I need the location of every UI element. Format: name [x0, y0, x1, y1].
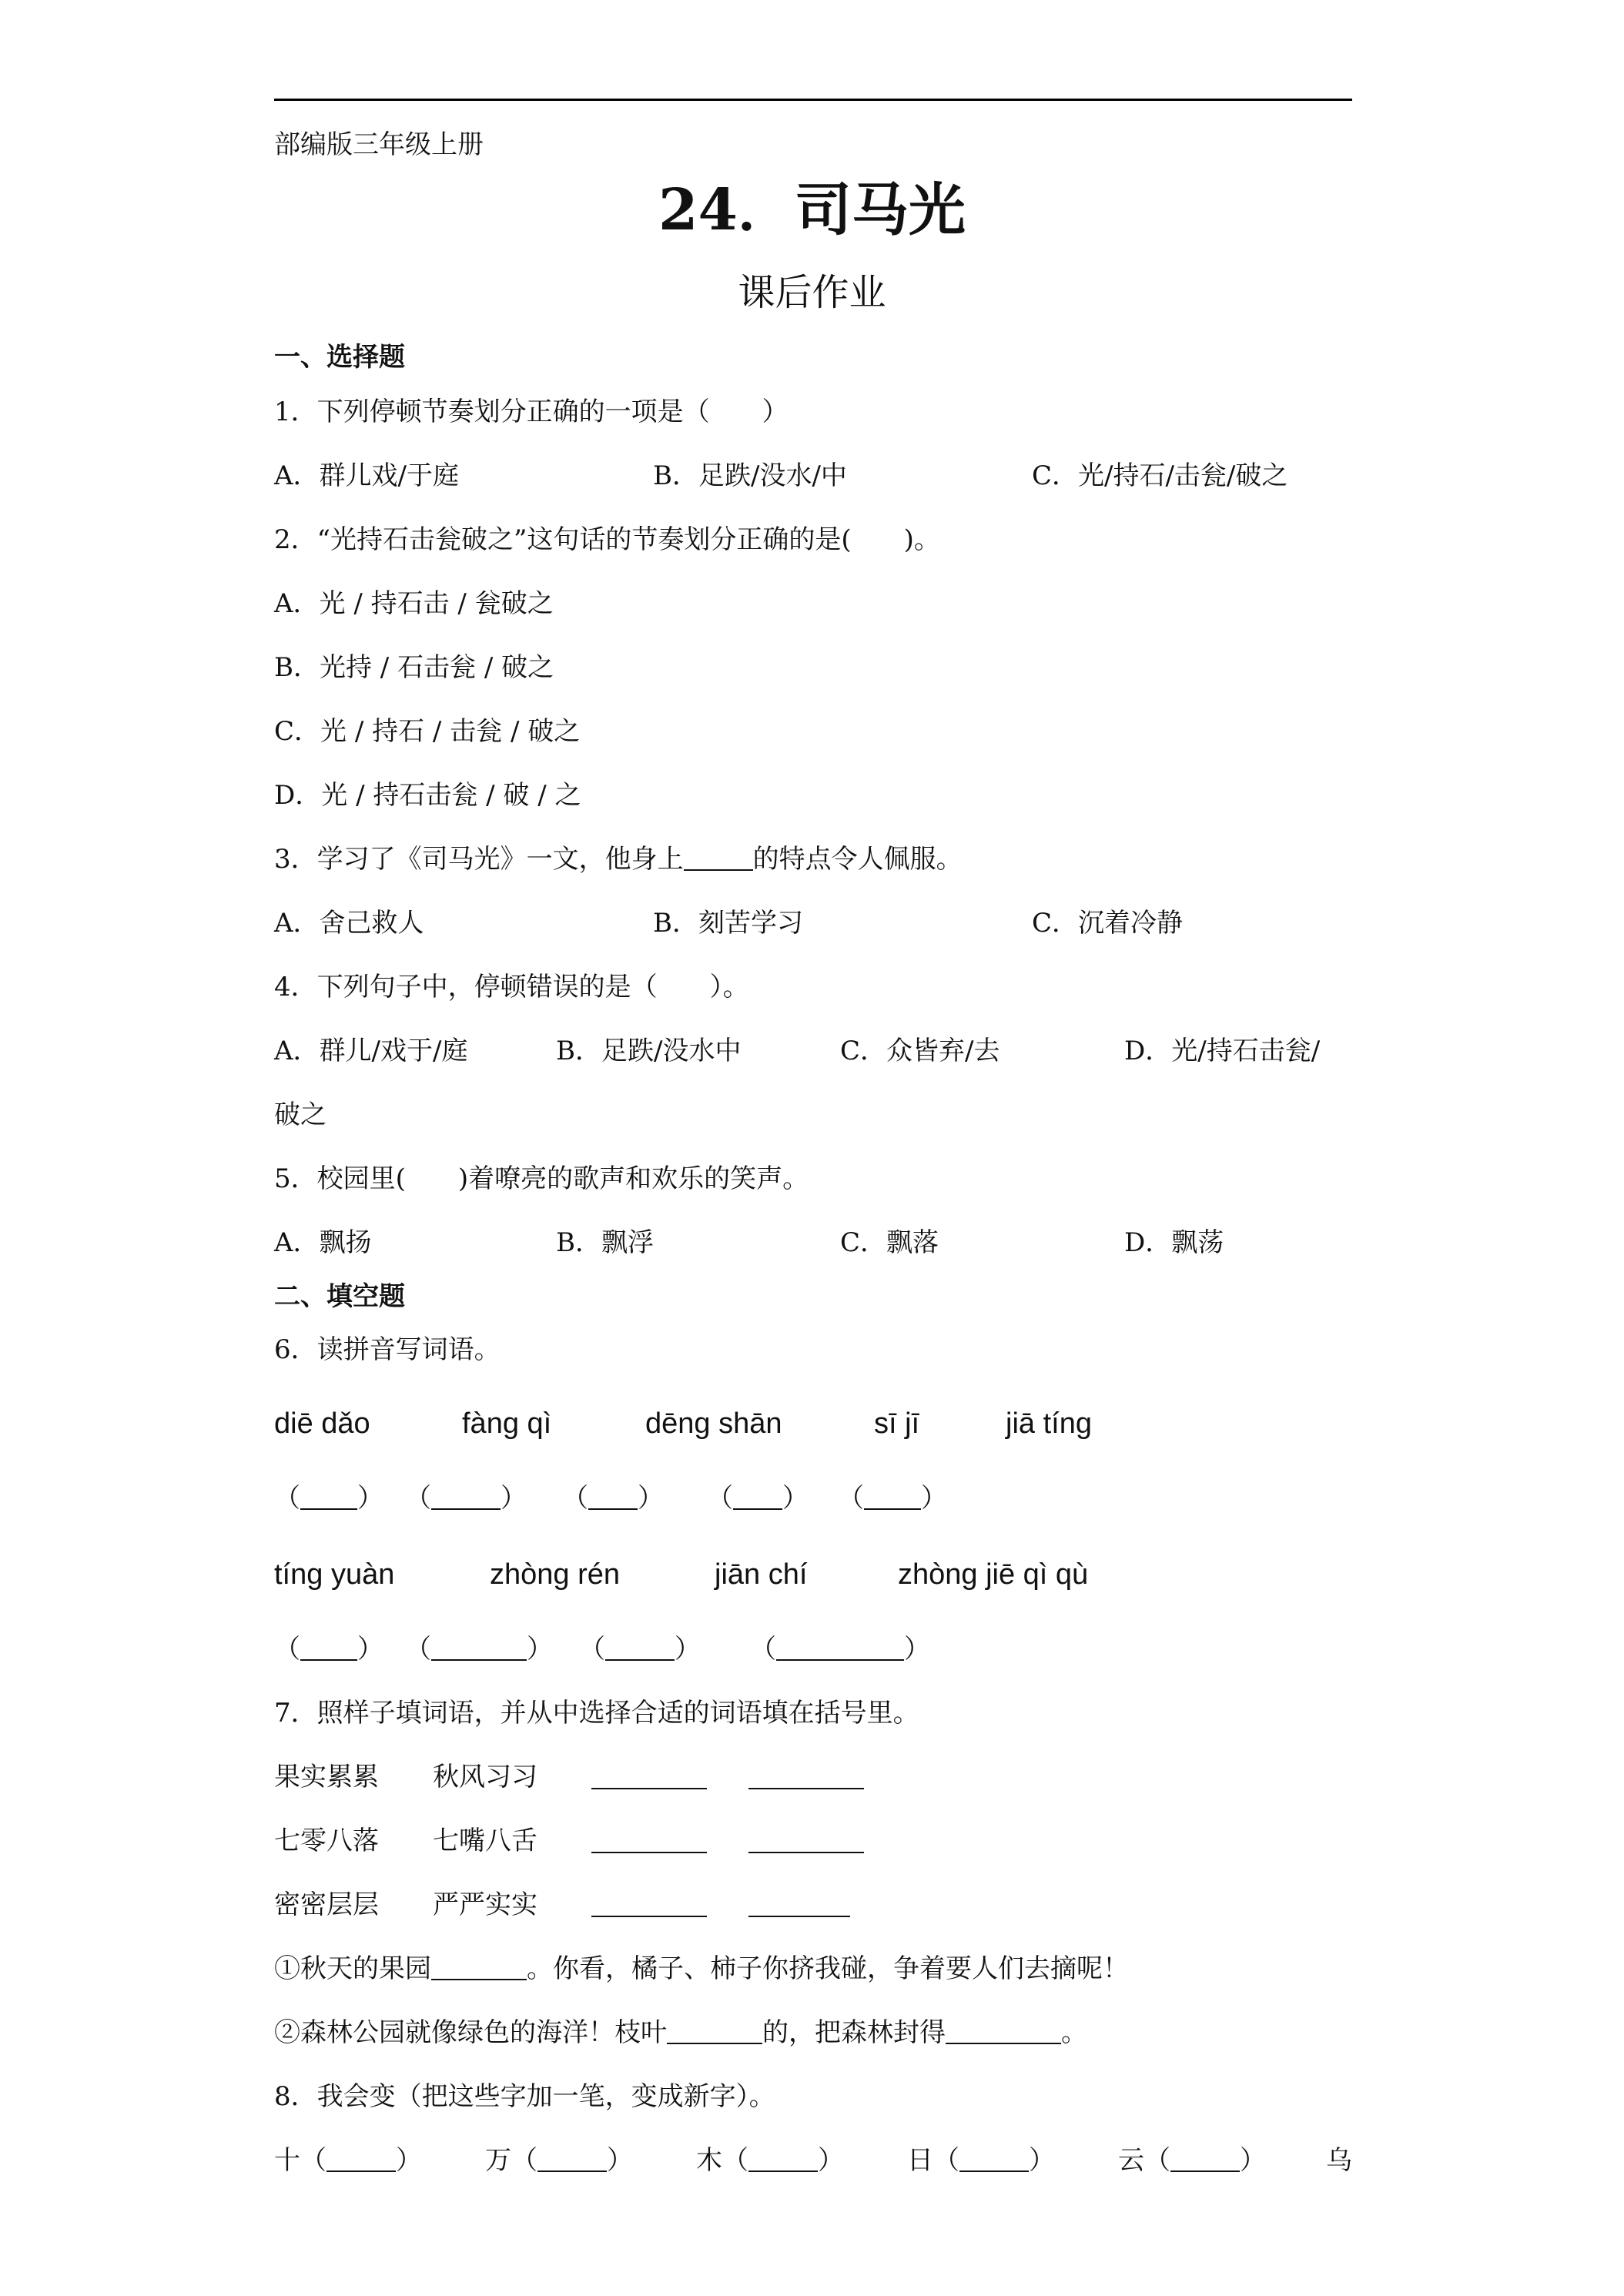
question-2-stem: 2．“光持石击瓮破之”这句话的节奏划分正确的是( )。	[274, 524, 940, 555]
answer-blank[interactable]	[946, 2020, 1061, 2044]
question-3-stem	[274, 844, 963, 875]
answer-blank[interactable]	[959, 2147, 1029, 2172]
answer-box[interactable]: （ ）	[750, 1634, 930, 1665]
question-4-option-b: B．足跌/没水中	[556, 1036, 742, 1066]
answer-blank[interactable]	[326, 2147, 396, 2172]
pinyin-item: fàng qì	[462, 1407, 552, 1440]
grade-label: 部编版三年级上册	[274, 129, 484, 160]
answer-blank[interactable]	[537, 2147, 607, 2172]
question-4-option-d-continued: 破之	[274, 1099, 326, 1130]
question-2-option-a: A．光 / 持石击 / 瓮破之	[274, 588, 554, 619]
example-word: 果实累累	[274, 1762, 379, 1792]
word-blank[interactable]	[591, 1893, 707, 1917]
question-1-stem: 1．下列停顿节奏划分正确的一项是（ ）	[274, 397, 789, 427]
pinyin-item: zhòng rén	[490, 1558, 621, 1591]
question-8-stem: 8．我会变（把这些字加一笔，变成新字）。	[274, 2081, 775, 2112]
answer-blank[interactable]	[1170, 2147, 1240, 2172]
answer-box[interactable]: （ ）	[838, 1483, 947, 1514]
answer-box[interactable]: （ ）	[707, 1483, 809, 1514]
word-blank[interactable]	[748, 1893, 850, 1917]
question-7-sentence-2: ②森林公园就像绿色的海洋！枝叶 的，把森林封得 。	[274, 2017, 1087, 2048]
question-1-option-b: B．足跌/没水/中	[653, 460, 847, 491]
page-subtitle: 课后作业	[738, 271, 886, 314]
pinyin-item: jiā tíng	[1006, 1407, 1092, 1440]
question-1-option-c: C．光/持石/击瓮/破之	[1032, 460, 1288, 491]
answer-box[interactable]: （ ）	[579, 1634, 701, 1665]
question-4-option-d: D．光/持石击瓮/	[1124, 1036, 1321, 1066]
question-7-stem: 7．照样子填词语，并从中选择合适的词语填在括号里。	[274, 1698, 919, 1729]
pinyin-item: dēng shān	[645, 1407, 782, 1440]
answer-box[interactable]: （ ）	[274, 1634, 383, 1665]
answer-box[interactable]: （ ）	[405, 1634, 553, 1665]
header-rule	[274, 99, 1352, 101]
question-5-option-a: A．飘扬	[274, 1227, 372, 1258]
example-word: 秋风习习	[433, 1762, 537, 1792]
word-blank[interactable]	[748, 1829, 864, 1853]
example-word: 七嘴八舌	[433, 1826, 537, 1856]
answer-blank[interactable]	[684, 846, 753, 871]
pinyin-item: diē dǎo	[274, 1407, 370, 1440]
word-blank[interactable]	[591, 1765, 707, 1789]
question-2-option-c: C．光 / 持石 / 击瓮 / 破之	[274, 716, 581, 747]
question-3-option-c: C．沉着冷静	[1032, 908, 1184, 939]
pinyin-item: tíng yuàn	[274, 1558, 395, 1591]
question-6-stem: 6．读拼音写词语。	[274, 1334, 501, 1365]
pinyin-item: jiān chí	[715, 1558, 808, 1591]
question-3-stem-post: 的特点令人佩服。	[752, 844, 963, 875]
char-item: 云（ ）	[1118, 2145, 1266, 2176]
question-5-option-d: D．飘荡	[1124, 1227, 1224, 1258]
char-item: 乌	[1326, 2145, 1352, 2176]
page-title: 24．司马光	[658, 177, 966, 243]
answer-box[interactable]: （ ）	[274, 1483, 383, 1514]
question-5-option-b: B．飘浮	[556, 1227, 654, 1258]
pinyin-item: zhòng jiē qì qù	[898, 1558, 1089, 1591]
example-word: 密密层层	[274, 1889, 379, 1920]
question-2-option-d: D．光 / 持石击瓮 / 破 / 之	[274, 780, 581, 811]
char-item: 日（ ）	[907, 2145, 1055, 2176]
question-3-option-a: A．舍己救人	[274, 908, 424, 939]
char-item: 十（ ）	[274, 2145, 422, 2176]
question-4-option-c: C．众皆弃/去	[840, 1036, 1000, 1066]
answer-box[interactable]: （ ）	[562, 1483, 664, 1514]
answer-blank[interactable]	[431, 1956, 527, 1980]
question-5-stem: 5．校园里( )着嘹亮的歌声和欢乐的笑声。	[274, 1163, 809, 1194]
question-7-sentence-1: ①秋天的果园 。你看，橘子、柿子你挤我碰，争着要人们去摘呢！	[274, 1953, 1129, 1984]
char-item: 万（ ）	[485, 2145, 633, 2176]
char-item: 木（ ）	[696, 2145, 844, 2176]
word-blank[interactable]	[748, 1765, 864, 1789]
pinyin-item: sī jī	[874, 1407, 920, 1440]
answer-blank[interactable]	[667, 2020, 762, 2044]
example-word: 严严实实	[433, 1889, 537, 1920]
question-3-stem-pre: 3．学习了《司马光》一文，他身上	[274, 844, 684, 875]
answer-box[interactable]: （ ）	[405, 1483, 527, 1514]
question-1-option-a: A．群儿戏/于庭	[274, 460, 460, 491]
word-blank[interactable]	[591, 1829, 707, 1853]
section-heading-choice: 一、选择题	[274, 342, 405, 373]
question-4-option-a: A．群儿/戏于/庭	[274, 1036, 468, 1066]
section-heading-fill: 二、填空题	[274, 1281, 405, 1312]
question-2-option-b: B．光持 / 石击瓮 / 破之	[274, 652, 554, 683]
question-4-stem: 4．下列句子中，停顿错误的是（ ）。	[274, 972, 749, 1002]
question-5-option-c: C．飘落	[840, 1227, 939, 1258]
answer-blank[interactable]	[748, 2147, 818, 2172]
example-word: 七零八落	[274, 1826, 379, 1856]
question-3-option-b: B．刻苦学习	[653, 908, 803, 939]
